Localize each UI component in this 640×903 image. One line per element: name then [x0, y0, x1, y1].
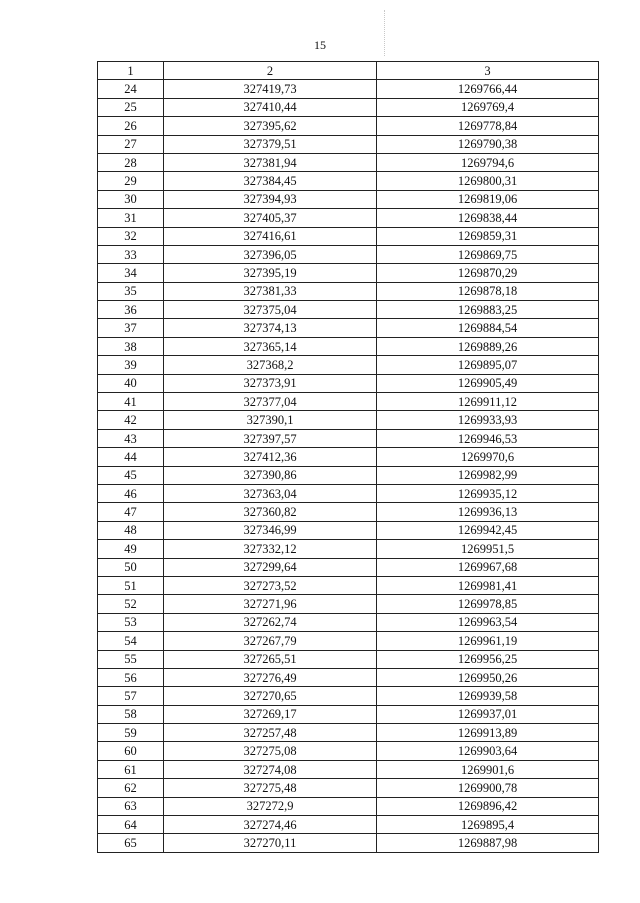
x-coordinate-cell: 327375,04: [164, 301, 377, 319]
point-number-cell: 40: [98, 374, 164, 392]
point-number-cell: 51: [98, 576, 164, 594]
x-coordinate-cell: 327274,08: [164, 760, 377, 778]
y-coordinate-cell: 1269942,45: [377, 521, 599, 539]
point-number-cell: 35: [98, 282, 164, 300]
x-coordinate-cell: 327257,48: [164, 724, 377, 742]
x-coordinate-cell: 327381,33: [164, 282, 377, 300]
point-number-cell: 26: [98, 117, 164, 135]
column-header-x-coordinate: 2: [164, 62, 377, 80]
x-coordinate-cell: 327412,36: [164, 448, 377, 466]
point-number-cell: 31: [98, 209, 164, 227]
y-coordinate-cell: 1269946,53: [377, 429, 599, 447]
point-number-cell: 38: [98, 337, 164, 355]
x-coordinate-cell: 327395,19: [164, 264, 377, 282]
point-number-cell: 65: [98, 834, 164, 852]
point-number-cell: 33: [98, 245, 164, 263]
point-number-cell: 55: [98, 650, 164, 668]
table-row: [98, 245, 599, 263]
point-number-cell: 63: [98, 797, 164, 815]
table-row: [98, 153, 599, 171]
point-number-cell: 48: [98, 521, 164, 539]
x-coordinate-cell: 327405,37: [164, 209, 377, 227]
y-coordinate-cell: 1269887,98: [377, 834, 599, 852]
y-coordinate-cell: 1269790,38: [377, 135, 599, 153]
table-row: [98, 503, 599, 521]
y-coordinate-cell: 1269903,64: [377, 742, 599, 760]
x-coordinate-cell: 327384,45: [164, 172, 377, 190]
y-coordinate-cell: 1269978,85: [377, 595, 599, 613]
table-row: [98, 319, 599, 337]
x-coordinate-cell: 327368,2: [164, 356, 377, 374]
y-coordinate-cell: 1269900,78: [377, 779, 599, 797]
table-row: [98, 227, 599, 245]
x-coordinate-cell: 327274,46: [164, 816, 377, 834]
point-number-cell: 57: [98, 687, 164, 705]
y-coordinate-cell: 1269961,19: [377, 632, 599, 650]
y-coordinate-cell: 1269939,58: [377, 687, 599, 705]
y-coordinate-cell: 1269967,68: [377, 558, 599, 576]
table-row: [98, 760, 599, 778]
x-coordinate-cell: 327299,64: [164, 558, 377, 576]
x-coordinate-cell: 327373,91: [164, 374, 377, 392]
table-row: [98, 540, 599, 558]
y-coordinate-cell: 1269951,5: [377, 540, 599, 558]
x-coordinate-cell: 327394,93: [164, 190, 377, 208]
page-number: 15: [314, 38, 326, 52]
table-row: [98, 834, 599, 852]
x-coordinate-cell: 327267,79: [164, 632, 377, 650]
x-coordinate-cell: 327269,17: [164, 705, 377, 723]
y-coordinate-cell: 1269911,12: [377, 393, 599, 411]
point-number-cell: 36: [98, 301, 164, 319]
x-coordinate-cell: 327360,82: [164, 503, 377, 521]
y-coordinate-cell: 1269950,26: [377, 668, 599, 686]
y-coordinate-cell: 1269895,4: [377, 816, 599, 834]
y-coordinate-cell: 1269838,44: [377, 209, 599, 227]
point-number-cell: 54: [98, 632, 164, 650]
table-header-row: [98, 62, 599, 80]
point-number-cell: 61: [98, 760, 164, 778]
table-row: [98, 374, 599, 392]
y-coordinate-cell: 1269778,84: [377, 117, 599, 135]
y-coordinate-cell: 1269883,25: [377, 301, 599, 319]
table-row: [98, 576, 599, 594]
table-row: [98, 209, 599, 227]
point-number-cell: 41: [98, 393, 164, 411]
table-row: [98, 393, 599, 411]
table-row: [98, 264, 599, 282]
point-number-cell: 39: [98, 356, 164, 374]
y-coordinate-cell: 1269794,6: [377, 153, 599, 171]
x-coordinate-cell: 327275,48: [164, 779, 377, 797]
x-coordinate-cell: 327265,51: [164, 650, 377, 668]
x-coordinate-cell: 327410,44: [164, 98, 377, 116]
table-row: [98, 466, 599, 484]
table-row: [98, 668, 599, 686]
point-number-cell: 64: [98, 816, 164, 834]
table-row: [98, 282, 599, 300]
table-row: [98, 337, 599, 355]
table-row: [98, 135, 599, 153]
point-number-cell: 50: [98, 558, 164, 576]
y-coordinate-cell: 1269769,4: [377, 98, 599, 116]
point-number-cell: 47: [98, 503, 164, 521]
table-row: [98, 558, 599, 576]
y-coordinate-cell: 1269896,42: [377, 797, 599, 815]
x-coordinate-cell: 327379,51: [164, 135, 377, 153]
y-coordinate-cell: 1269936,13: [377, 503, 599, 521]
y-coordinate-cell: 1269982,99: [377, 466, 599, 484]
y-coordinate-cell: 1269956,25: [377, 650, 599, 668]
table-row: [98, 613, 599, 631]
y-coordinate-cell: 1269905,49: [377, 374, 599, 392]
x-coordinate-cell: 327272,9: [164, 797, 377, 815]
y-coordinate-cell: 1269869,75: [377, 245, 599, 263]
x-coordinate-cell: 327332,12: [164, 540, 377, 558]
table-row: [98, 521, 599, 539]
point-number-cell: 62: [98, 779, 164, 797]
y-coordinate-cell: 1269859,31: [377, 227, 599, 245]
point-number-cell: 53: [98, 613, 164, 631]
coordinates-table: [97, 61, 599, 853]
y-coordinate-cell: 1269889,26: [377, 337, 599, 355]
x-coordinate-cell: 327262,74: [164, 613, 377, 631]
table-row: [98, 816, 599, 834]
y-coordinate-cell: 1269970,6: [377, 448, 599, 466]
point-number-cell: 56: [98, 668, 164, 686]
point-number-cell: 44: [98, 448, 164, 466]
table-row: [98, 705, 599, 723]
table-row: [98, 429, 599, 447]
x-coordinate-cell: 327397,57: [164, 429, 377, 447]
x-coordinate-cell: 327275,08: [164, 742, 377, 760]
point-number-cell: 25: [98, 98, 164, 116]
point-number-cell: 32: [98, 227, 164, 245]
table-row: [98, 779, 599, 797]
table-row: [98, 172, 599, 190]
y-coordinate-cell: 1269878,18: [377, 282, 599, 300]
x-coordinate-cell: 327271,96: [164, 595, 377, 613]
x-coordinate-cell: 327273,52: [164, 576, 377, 594]
table-row: [98, 80, 599, 98]
table-row: [98, 484, 599, 502]
y-coordinate-cell: 1269901,6: [377, 760, 599, 778]
x-coordinate-cell: 327270,65: [164, 687, 377, 705]
x-coordinate-cell: 327396,05: [164, 245, 377, 263]
table-row: [98, 724, 599, 742]
table-row: [98, 356, 599, 374]
point-number-cell: 52: [98, 595, 164, 613]
point-number-cell: 42: [98, 411, 164, 429]
x-coordinate-cell: 327390,86: [164, 466, 377, 484]
point-number-cell: 27: [98, 135, 164, 153]
x-coordinate-cell: 327377,04: [164, 393, 377, 411]
table-row: [98, 632, 599, 650]
point-number-cell: 34: [98, 264, 164, 282]
y-coordinate-cell: 1269895,07: [377, 356, 599, 374]
y-coordinate-cell: 1269766,44: [377, 80, 599, 98]
table-body: [98, 80, 599, 852]
point-number-cell: 49: [98, 540, 164, 558]
y-coordinate-cell: 1269963,54: [377, 613, 599, 631]
y-coordinate-cell: 1269913,89: [377, 724, 599, 742]
point-number-cell: 24: [98, 80, 164, 98]
x-coordinate-cell: 327395,62: [164, 117, 377, 135]
table-row: [98, 117, 599, 135]
point-number-cell: 46: [98, 484, 164, 502]
column-header-y-coordinate: 3: [377, 62, 599, 80]
x-coordinate-cell: 327381,94: [164, 153, 377, 171]
point-number-cell: 28: [98, 153, 164, 171]
x-coordinate-cell: 327363,04: [164, 484, 377, 502]
x-coordinate-cell: 327419,73: [164, 80, 377, 98]
table-row: [98, 797, 599, 815]
table-row: [98, 742, 599, 760]
y-coordinate-cell: 1269870,29: [377, 264, 599, 282]
y-coordinate-cell: 1269933,93: [377, 411, 599, 429]
x-coordinate-cell: 327390,1: [164, 411, 377, 429]
x-coordinate-cell: 327416,61: [164, 227, 377, 245]
x-coordinate-cell: 327365,14: [164, 337, 377, 355]
point-number-cell: 29: [98, 172, 164, 190]
table-row: [98, 687, 599, 705]
table-row: [98, 98, 599, 116]
y-coordinate-cell: 1269884,54: [377, 319, 599, 337]
x-coordinate-cell: 327276,49: [164, 668, 377, 686]
column-header-point-number: 1: [98, 62, 164, 80]
table-row: [98, 411, 599, 429]
x-coordinate-cell: 327374,13: [164, 319, 377, 337]
point-number-cell: 43: [98, 429, 164, 447]
table-row: [98, 301, 599, 319]
y-coordinate-cell: 1269800,31: [377, 172, 599, 190]
table-row: [98, 190, 599, 208]
table-row: [98, 595, 599, 613]
y-coordinate-cell: 1269981,41: [377, 576, 599, 594]
table-row: [98, 650, 599, 668]
point-number-cell: 58: [98, 705, 164, 723]
y-coordinate-cell: 1269935,12: [377, 484, 599, 502]
point-number-cell: 30: [98, 190, 164, 208]
point-number-cell: 59: [98, 724, 164, 742]
y-coordinate-cell: 1269937,01: [377, 705, 599, 723]
x-coordinate-cell: 327346,99: [164, 521, 377, 539]
point-number-cell: 60: [98, 742, 164, 760]
y-coordinate-cell: 1269819,06: [377, 190, 599, 208]
point-number-cell: 37: [98, 319, 164, 337]
table-row: [98, 448, 599, 466]
point-number-cell: 45: [98, 466, 164, 484]
x-coordinate-cell: 327270,11: [164, 834, 377, 852]
